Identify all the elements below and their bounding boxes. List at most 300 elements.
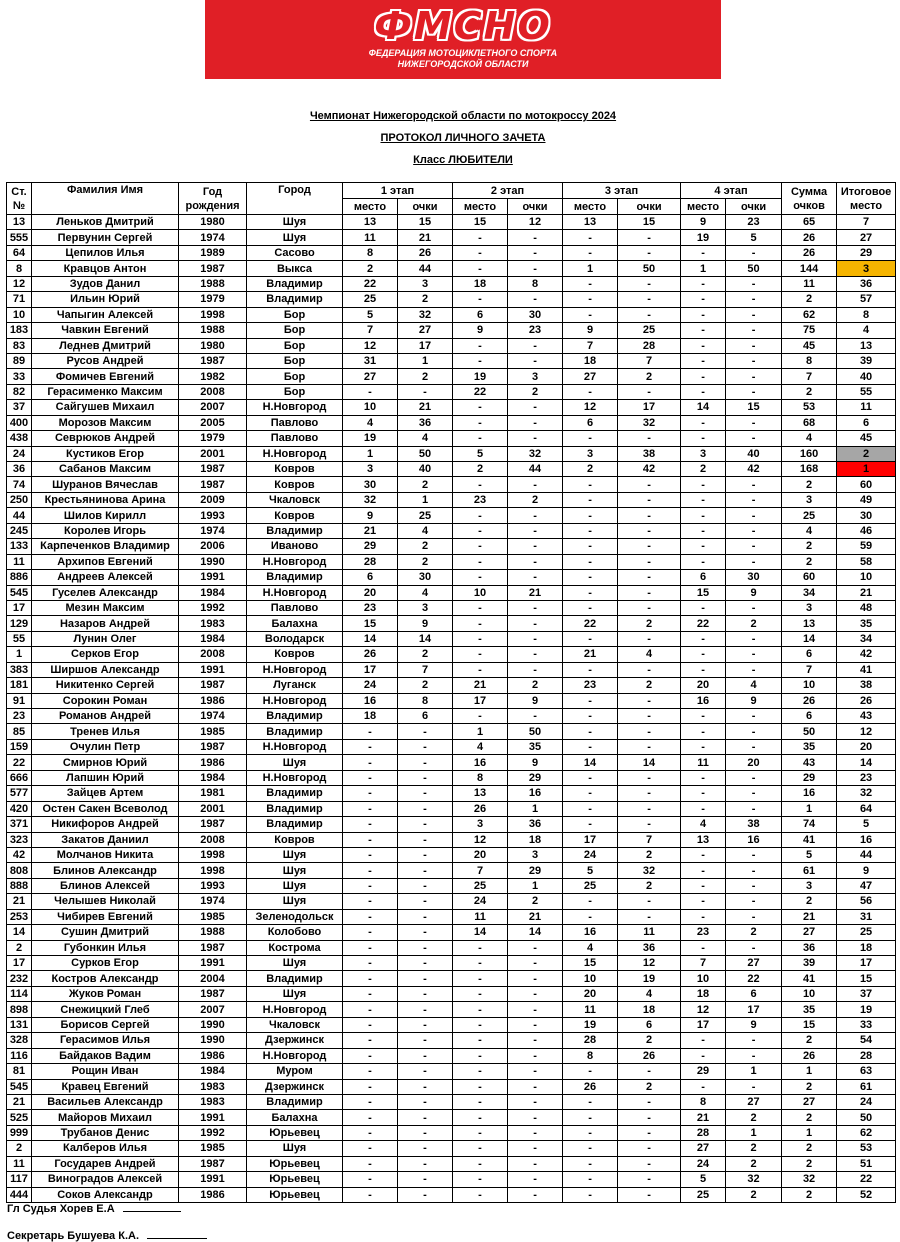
stage1-place: 5 bbox=[343, 307, 398, 322]
stage1-points: 25 bbox=[398, 508, 453, 523]
bib-number: 23 bbox=[7, 709, 32, 724]
stage3-place: - bbox=[563, 600, 618, 615]
city: Юрьевец bbox=[247, 1156, 343, 1171]
stage1-place: - bbox=[343, 755, 398, 770]
stage2-place: - bbox=[453, 245, 508, 260]
stage3-place: - bbox=[563, 817, 618, 832]
bib-number: 21 bbox=[7, 1094, 32, 1109]
stage1-place: - bbox=[343, 925, 398, 940]
city: Владимир bbox=[247, 292, 343, 307]
birth-year: 1998 bbox=[179, 863, 247, 878]
rider-name: Никитенко Сергей bbox=[32, 678, 179, 693]
stage1-place: 14 bbox=[343, 631, 398, 646]
stage1-place: - bbox=[343, 1187, 398, 1202]
header-year: Год рождения bbox=[179, 183, 247, 215]
bib-number: 383 bbox=[7, 662, 32, 677]
city: Н.Новгород bbox=[247, 400, 343, 415]
stage2-place: - bbox=[453, 539, 508, 554]
stage1-place: - bbox=[343, 1002, 398, 1017]
stage1-points: 7 bbox=[398, 662, 453, 677]
stage2-points: 9 bbox=[508, 755, 563, 770]
bib-number: 91 bbox=[7, 693, 32, 708]
rider-name: Романов Андрей bbox=[32, 709, 179, 724]
stage4-points: - bbox=[726, 338, 782, 353]
final-place: 5 bbox=[837, 817, 896, 832]
table-row bbox=[7, 971, 896, 986]
stage4-points: - bbox=[726, 739, 782, 754]
birth-year: 1987 bbox=[179, 940, 247, 955]
stage3-place: - bbox=[563, 539, 618, 554]
bib-number: 2 bbox=[7, 940, 32, 955]
bib-number: 1 bbox=[7, 647, 32, 662]
bib-number: 888 bbox=[7, 878, 32, 893]
stage1-points: 4 bbox=[398, 431, 453, 446]
stage2-points: - bbox=[508, 1094, 563, 1109]
final-place: 34 bbox=[837, 631, 896, 646]
rider-name: Русов Андрей bbox=[32, 353, 179, 368]
birth-year: 1991 bbox=[179, 570, 247, 585]
header-sum: Сумма очков bbox=[782, 183, 837, 215]
stage4-points: - bbox=[726, 307, 782, 322]
stage4-place: - bbox=[681, 909, 726, 924]
table-row bbox=[7, 230, 896, 245]
stage3-points: - bbox=[618, 817, 681, 832]
final-place: 19 bbox=[837, 1002, 896, 1017]
final-place: 42 bbox=[837, 647, 896, 662]
stage2-place: 3 bbox=[453, 817, 508, 832]
final-place: 37 bbox=[837, 986, 896, 1001]
final-place: 4 bbox=[837, 323, 896, 338]
stage1-points: 2 bbox=[398, 647, 453, 662]
stage3-place: - bbox=[563, 631, 618, 646]
stage1-points: - bbox=[398, 1172, 453, 1187]
stage1-points: 21 bbox=[398, 400, 453, 415]
table-row bbox=[7, 909, 896, 924]
stage4-points: - bbox=[726, 770, 782, 785]
rider-name: Герасимов Илья bbox=[32, 1033, 179, 1048]
stage3-points: 2 bbox=[618, 616, 681, 631]
stage3-place: 17 bbox=[563, 832, 618, 847]
city: Владимир bbox=[247, 817, 343, 832]
stage1-place: - bbox=[343, 1172, 398, 1187]
stage4-place: - bbox=[681, 662, 726, 677]
final-place: 59 bbox=[837, 539, 896, 554]
header-place: место bbox=[681, 199, 726, 215]
city: Ковров bbox=[247, 477, 343, 492]
stage4-points: 2 bbox=[726, 925, 782, 940]
stage1-points: 6 bbox=[398, 709, 453, 724]
stage4-points: 9 bbox=[726, 585, 782, 600]
table-row bbox=[7, 292, 896, 307]
stage4-points: - bbox=[726, 847, 782, 862]
stage1-place: - bbox=[343, 1094, 398, 1109]
city: Бор bbox=[247, 384, 343, 399]
stage1-place: 18 bbox=[343, 709, 398, 724]
total-points: 61 bbox=[782, 863, 837, 878]
final-place: 63 bbox=[837, 1064, 896, 1079]
stage2-place: 2 bbox=[453, 462, 508, 477]
total-points: 6 bbox=[782, 709, 837, 724]
final-place: 14 bbox=[837, 755, 896, 770]
stage4-place: 2 bbox=[681, 462, 726, 477]
stage4-place: - bbox=[681, 492, 726, 507]
secretary-signature bbox=[7, 1228, 207, 1242]
stage4-points: - bbox=[726, 539, 782, 554]
birth-year: 1993 bbox=[179, 508, 247, 523]
bib-number: 323 bbox=[7, 832, 32, 847]
birth-year: 2008 bbox=[179, 647, 247, 662]
stage3-place: 20 bbox=[563, 986, 618, 1001]
stage4-points: 2 bbox=[726, 1141, 782, 1156]
table-row bbox=[7, 384, 896, 399]
stage1-points: 26 bbox=[398, 245, 453, 260]
stage3-points: - bbox=[618, 631, 681, 646]
city: Сасово bbox=[247, 245, 343, 260]
birth-year: 2004 bbox=[179, 971, 247, 986]
stage1-points: - bbox=[398, 724, 453, 739]
stage4-place: 25 bbox=[681, 1187, 726, 1202]
table-row bbox=[7, 1172, 896, 1187]
total-points: 25 bbox=[782, 508, 837, 523]
total-points: 29 bbox=[782, 770, 837, 785]
stage3-points: - bbox=[618, 554, 681, 569]
stage3-points: - bbox=[618, 570, 681, 585]
final-place: 25 bbox=[837, 925, 896, 940]
stage1-points: 44 bbox=[398, 261, 453, 276]
stage1-place: - bbox=[343, 1141, 398, 1156]
stage4-place: 20 bbox=[681, 678, 726, 693]
stage2-points: - bbox=[508, 647, 563, 662]
stage4-place: 4 bbox=[681, 817, 726, 832]
birth-year: 1990 bbox=[179, 554, 247, 569]
stage4-place: 13 bbox=[681, 832, 726, 847]
stage3-place: - bbox=[563, 786, 618, 801]
stage3-place: - bbox=[563, 384, 618, 399]
bib-number: 131 bbox=[7, 1017, 32, 1032]
final-place: 57 bbox=[837, 292, 896, 307]
stage4-place: - bbox=[681, 878, 726, 893]
stage3-place: - bbox=[563, 508, 618, 523]
stage1-place: - bbox=[343, 739, 398, 754]
stage2-place: - bbox=[453, 1110, 508, 1125]
final-place: 45 bbox=[837, 431, 896, 446]
final-place: 62 bbox=[837, 1125, 896, 1140]
stage4-points: - bbox=[726, 492, 782, 507]
header-stage-4: 4 этап bbox=[681, 183, 782, 199]
city: Павлово bbox=[247, 431, 343, 446]
bib-number: 10 bbox=[7, 307, 32, 322]
stage4-points: 17 bbox=[726, 1002, 782, 1017]
stage2-points: 44 bbox=[508, 462, 563, 477]
stage2-points: - bbox=[508, 1141, 563, 1156]
rider-name: Кравцов Антон bbox=[32, 261, 179, 276]
birth-year: 2007 bbox=[179, 1002, 247, 1017]
city: Шуя bbox=[247, 230, 343, 245]
stage4-points: - bbox=[726, 292, 782, 307]
stage4-place: 8 bbox=[681, 1094, 726, 1109]
rider-name: Тренев Илья bbox=[32, 724, 179, 739]
stage4-points: - bbox=[726, 431, 782, 446]
total-points: 144 bbox=[782, 261, 837, 276]
stage1-place: 8 bbox=[343, 245, 398, 260]
stage3-points: 6 bbox=[618, 1017, 681, 1032]
bib-number: 37 bbox=[7, 400, 32, 415]
stage4-place: 6 bbox=[681, 570, 726, 585]
bib-number: 14 bbox=[7, 925, 32, 940]
stage4-points: 1 bbox=[726, 1064, 782, 1079]
rider-name: Ширшов Александр bbox=[32, 662, 179, 677]
stage2-points: - bbox=[508, 1172, 563, 1187]
stage4-points: - bbox=[726, 600, 782, 615]
total-points: 34 bbox=[782, 585, 837, 600]
stage3-points: - bbox=[618, 1172, 681, 1187]
stage1-place: 10 bbox=[343, 400, 398, 415]
stage1-points: 2 bbox=[398, 292, 453, 307]
birth-year: 2006 bbox=[179, 539, 247, 554]
city: Чкаловск bbox=[247, 1017, 343, 1032]
stage2-points: - bbox=[508, 1187, 563, 1202]
bib-number: 250 bbox=[7, 492, 32, 507]
stage3-place: - bbox=[563, 1156, 618, 1171]
stage1-points: - bbox=[398, 1094, 453, 1109]
stage3-place: - bbox=[563, 909, 618, 924]
stage3-place: - bbox=[563, 770, 618, 785]
city: Ковров bbox=[247, 508, 343, 523]
rider-name: Шуранов Вячеслав bbox=[32, 477, 179, 492]
stage4-points: 1 bbox=[726, 1125, 782, 1140]
city: Иваново bbox=[247, 539, 343, 554]
bib-number: 12 bbox=[7, 276, 32, 291]
city: Шуя bbox=[247, 986, 343, 1001]
table-row bbox=[7, 585, 896, 600]
fmsno-logo bbox=[205, 0, 721, 79]
bib-number: 36 bbox=[7, 462, 32, 477]
city: Юрьевец bbox=[247, 1172, 343, 1187]
stage3-points: 50 bbox=[618, 261, 681, 276]
bib-number: 116 bbox=[7, 1048, 32, 1063]
stage4-place: - bbox=[681, 1079, 726, 1094]
stage1-place: - bbox=[343, 817, 398, 832]
total-points: 4 bbox=[782, 431, 837, 446]
stage1-place: - bbox=[343, 832, 398, 847]
header-num: Ст. № bbox=[7, 183, 32, 215]
stage2-place: 6 bbox=[453, 307, 508, 322]
stage2-points: 32 bbox=[508, 446, 563, 461]
logo-mark: ФМСНО bbox=[374, 4, 552, 48]
stage1-points: - bbox=[398, 1079, 453, 1094]
table-row bbox=[7, 539, 896, 554]
stage2-place: - bbox=[453, 1048, 508, 1063]
bib-number: 371 bbox=[7, 817, 32, 832]
logo-sub-line-2: НИЖЕГОРОДСКОЙ ОБЛАСТИ bbox=[397, 59, 529, 69]
total-points: 41 bbox=[782, 971, 837, 986]
stage2-points: - bbox=[508, 245, 563, 260]
stage3-points: - bbox=[618, 292, 681, 307]
table-row bbox=[7, 1079, 896, 1094]
stage4-place: 17 bbox=[681, 1017, 726, 1032]
stage4-points: - bbox=[726, 477, 782, 492]
stage3-points: 36 bbox=[618, 940, 681, 955]
stage3-place: - bbox=[563, 245, 618, 260]
stage2-place: - bbox=[453, 1094, 508, 1109]
stage2-place: 5 bbox=[453, 446, 508, 461]
stage3-place: 26 bbox=[563, 1079, 618, 1094]
total-points: 21 bbox=[782, 909, 837, 924]
final-place: 1 bbox=[837, 462, 896, 477]
stage4-points: - bbox=[726, 878, 782, 893]
stage2-points: 12 bbox=[508, 215, 563, 230]
birth-year: 1984 bbox=[179, 585, 247, 600]
stage4-points: - bbox=[726, 554, 782, 569]
rider-name: Виноградов Алексей bbox=[32, 1172, 179, 1187]
rider-name: Первунин Сергей bbox=[32, 230, 179, 245]
birth-year: 1974 bbox=[179, 894, 247, 909]
rider-name: Морозов Максим bbox=[32, 415, 179, 430]
final-place: 48 bbox=[837, 600, 896, 615]
stage1-place: 7 bbox=[343, 323, 398, 338]
city: Дзержинск bbox=[247, 1079, 343, 1094]
stage4-place: - bbox=[681, 894, 726, 909]
final-place: 10 bbox=[837, 570, 896, 585]
stage3-points: 4 bbox=[618, 647, 681, 662]
stage2-points: - bbox=[508, 1048, 563, 1063]
stage3-place: 27 bbox=[563, 369, 618, 384]
city: Шуя bbox=[247, 755, 343, 770]
signature-line bbox=[123, 1201, 181, 1212]
stage1-points: - bbox=[398, 1048, 453, 1063]
final-place: 41 bbox=[837, 662, 896, 677]
stage3-points: - bbox=[618, 276, 681, 291]
stage4-points: - bbox=[726, 909, 782, 924]
stage1-points: 1 bbox=[398, 353, 453, 368]
stage2-points: 21 bbox=[508, 909, 563, 924]
header-points: очки bbox=[508, 199, 563, 215]
table-row bbox=[7, 570, 896, 585]
birth-year: 2008 bbox=[179, 832, 247, 847]
birth-year: 1985 bbox=[179, 1141, 247, 1156]
city: Балахна bbox=[247, 616, 343, 631]
stage1-points: - bbox=[398, 940, 453, 955]
final-place: 3 bbox=[837, 261, 896, 276]
stage3-points: 38 bbox=[618, 446, 681, 461]
stage2-points: 36 bbox=[508, 817, 563, 832]
birth-year: 1983 bbox=[179, 616, 247, 631]
birth-year: 2001 bbox=[179, 801, 247, 816]
stage1-place: 21 bbox=[343, 523, 398, 538]
final-place: 22 bbox=[837, 1172, 896, 1187]
birth-year: 1974 bbox=[179, 230, 247, 245]
stage1-points: 2 bbox=[398, 369, 453, 384]
stage4-points: - bbox=[726, 647, 782, 662]
stage2-points: 2 bbox=[508, 894, 563, 909]
stage4-place: - bbox=[681, 863, 726, 878]
birth-year: 2001 bbox=[179, 446, 247, 461]
rider-name: Карпеченков Владимир bbox=[32, 539, 179, 554]
stage3-place: 18 bbox=[563, 353, 618, 368]
stage4-place: 9 bbox=[681, 215, 726, 230]
rider-name: Губонкин Илья bbox=[32, 940, 179, 955]
stage2-points: 35 bbox=[508, 739, 563, 754]
stage4-place: - bbox=[681, 539, 726, 554]
stage4-place: 27 bbox=[681, 1141, 726, 1156]
stage2-place: 22 bbox=[453, 384, 508, 399]
total-points: 36 bbox=[782, 940, 837, 955]
stage1-place: 25 bbox=[343, 292, 398, 307]
stage4-place: - bbox=[681, 276, 726, 291]
stage4-place: - bbox=[681, 431, 726, 446]
stage4-place: - bbox=[681, 245, 726, 260]
bib-number: 328 bbox=[7, 1033, 32, 1048]
stage3-points: - bbox=[618, 1110, 681, 1125]
table-row bbox=[7, 323, 896, 338]
stage4-place: - bbox=[681, 477, 726, 492]
city: Шуя bbox=[247, 956, 343, 971]
final-place: 6 bbox=[837, 415, 896, 430]
rider-name: Блинов Александр bbox=[32, 863, 179, 878]
table-row bbox=[7, 1033, 896, 1048]
table-row bbox=[7, 1064, 896, 1079]
rider-name: Крестьянинова Арина bbox=[32, 492, 179, 507]
total-points: 1 bbox=[782, 1125, 837, 1140]
stage3-points: - bbox=[618, 1141, 681, 1156]
final-place: 50 bbox=[837, 1110, 896, 1125]
rider-name: Леднев Дмитрий bbox=[32, 338, 179, 353]
rider-name: Кравец Евгений bbox=[32, 1079, 179, 1094]
stage1-place: 23 bbox=[343, 600, 398, 615]
stage4-points: 16 bbox=[726, 832, 782, 847]
stage3-place: 13 bbox=[563, 215, 618, 230]
bib-number: 117 bbox=[7, 1172, 32, 1187]
rider-name: Серков Егор bbox=[32, 647, 179, 662]
final-place: 17 bbox=[837, 956, 896, 971]
city: Дзержинск bbox=[247, 1033, 343, 1048]
stage1-place: - bbox=[343, 971, 398, 986]
total-points: 53 bbox=[782, 400, 837, 415]
stage3-place: - bbox=[563, 1110, 618, 1125]
stage1-place: - bbox=[343, 863, 398, 878]
final-place: 60 bbox=[837, 477, 896, 492]
stage4-points: - bbox=[726, 508, 782, 523]
final-place: 23 bbox=[837, 770, 896, 785]
stage1-points: - bbox=[398, 1064, 453, 1079]
stage4-place: - bbox=[681, 353, 726, 368]
stage3-place: - bbox=[563, 1172, 618, 1187]
stage2-place: - bbox=[453, 1156, 508, 1171]
stage3-place: 12 bbox=[563, 400, 618, 415]
stage3-place: - bbox=[563, 292, 618, 307]
rider-name: Трубанов Денис bbox=[32, 1125, 179, 1140]
rider-name: Гуселев Александр bbox=[32, 585, 179, 600]
stage2-points: 18 bbox=[508, 832, 563, 847]
total-points: 2 bbox=[782, 1079, 837, 1094]
stage4-place: 19 bbox=[681, 230, 726, 245]
total-points: 5 bbox=[782, 847, 837, 862]
stage4-place: 1 bbox=[681, 261, 726, 276]
stage3-points: - bbox=[618, 431, 681, 446]
stage2-place: 15 bbox=[453, 215, 508, 230]
header-points: очки bbox=[398, 199, 453, 215]
final-place: 43 bbox=[837, 709, 896, 724]
stage3-place: 15 bbox=[563, 956, 618, 971]
birth-year: 1991 bbox=[179, 1110, 247, 1125]
birth-year: 1991 bbox=[179, 1172, 247, 1187]
stage3-place: 8 bbox=[563, 1048, 618, 1063]
rider-name: Смирнов Юрий bbox=[32, 755, 179, 770]
final-place: 30 bbox=[837, 508, 896, 523]
rider-name: Соков Александр bbox=[32, 1187, 179, 1202]
stage4-place: - bbox=[681, 647, 726, 662]
header-stage-3: 3 этап bbox=[563, 183, 681, 199]
